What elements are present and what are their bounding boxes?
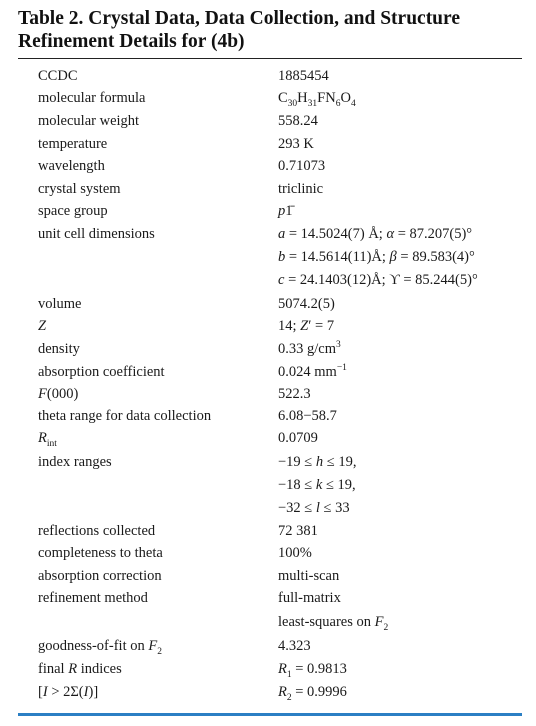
row-value: −32 ≤ l ≤ 33 [278,500,350,516]
row-value: full-matrix [278,590,341,606]
table-row [0,430,536,452]
row-value: 0.024 $mm^{-1}$ [278,363,347,380]
row-label: temperature [38,136,108,152]
row-label: absorption coefficient [38,364,165,380]
row-label: [I > 2Σ(I)] [38,684,99,700]
table-row [0,568,536,590]
row-value: 293 K [278,136,314,152]
row-value: 72 381 [278,523,318,539]
table-row [0,614,536,636]
table-row [0,386,536,408]
table-row [0,68,536,90]
row-label: crystal system [38,181,121,197]
table-row [0,113,536,135]
table-row [0,454,536,476]
table-row [0,181,536,203]
row-label: goodness-of-fit on $F_2$ [38,638,162,657]
row-value: triclinic [278,181,324,197]
row-value: $R_1 = 0.9813$ [278,661,347,680]
table-row [0,408,536,430]
row-label: final R indices [38,661,122,677]
row-label: reflections collected [38,523,156,539]
table-row [0,318,536,340]
table-row [0,684,536,706]
row-value: 522.3 [278,386,311,402]
table-row [0,136,536,158]
table-row [0,638,536,660]
row-label: molecular weight [38,113,140,129]
row-value: 0.0709 [278,430,318,446]
table-row [0,226,536,248]
table-row [0,364,536,386]
top-rule [18,58,522,59]
row-value: a = 14.5024(7) Å; α = 87.207(5)° [278,226,473,242]
table-row [0,661,536,683]
row-label: density [38,341,80,357]
row-value: 1885454 [278,68,329,84]
table-row [0,590,536,612]
table-row [0,545,536,567]
table-row [0,203,536,225]
row-value: −19 ≤ h ≤ 19, [278,454,357,470]
row-label: $R_{int}$ [38,430,57,449]
row-value: p1̄ [278,203,293,219]
row-label: wavelength [38,158,105,174]
row-value: −18 ≤ k ≤ 19, [278,477,356,493]
row-label: refinement method [38,590,148,606]
row-value: 0.33 $g/cm^3$ [278,340,341,357]
row-label: theta range for data collection [38,408,212,424]
row-value: 558.24 [278,113,318,129]
row-value: 100% [278,545,312,561]
row-value: least-squares on $F_2$ [278,614,389,633]
row-label: space group [38,203,108,219]
table-row [0,272,536,294]
table-row [0,249,536,271]
bottom-rule [18,713,522,716]
table-row [0,296,536,318]
row-label: unit cell dimensions [38,226,155,242]
row-label: Z [38,318,47,334]
row-value: 14; Z′ = 7 [278,318,335,334]
row-value: 0.71073 [278,158,326,174]
row-value: 5074.2(5) [278,296,335,312]
row-label: CCDC [38,68,78,84]
table-row [0,158,536,180]
row-value: 6.08−58.7 [278,408,337,424]
row-value: c = 24.1403(12)Å; ϒ = 85.244(5)° [278,272,478,288]
table-row [0,341,536,363]
row-label: completeness to theta [38,545,163,561]
row-value: multi-scan [278,568,340,584]
row-value: $R_2 = 0.9996$ [278,684,347,703]
table-row [0,500,536,522]
row-value: b = 14.5614(11)Å; β = 89.583(4)° [278,249,475,265]
row-label: molecular formula [38,90,146,106]
row-label: volume [38,296,82,312]
row-label: index ranges [38,454,112,470]
row-value: 4.323 [278,638,311,654]
row-value: $C_{30}H_{31}FN_6O_4$ [278,90,356,109]
row-label: absorption correction [38,568,162,584]
table-row [0,523,536,545]
table-row [0,477,536,499]
table-row [0,90,536,112]
row-label: F(000) [38,386,79,402]
table-title: Table 2. Crystal Data, Data Collection, and Structure Refinement Details for (4b) [18,8,460,52]
